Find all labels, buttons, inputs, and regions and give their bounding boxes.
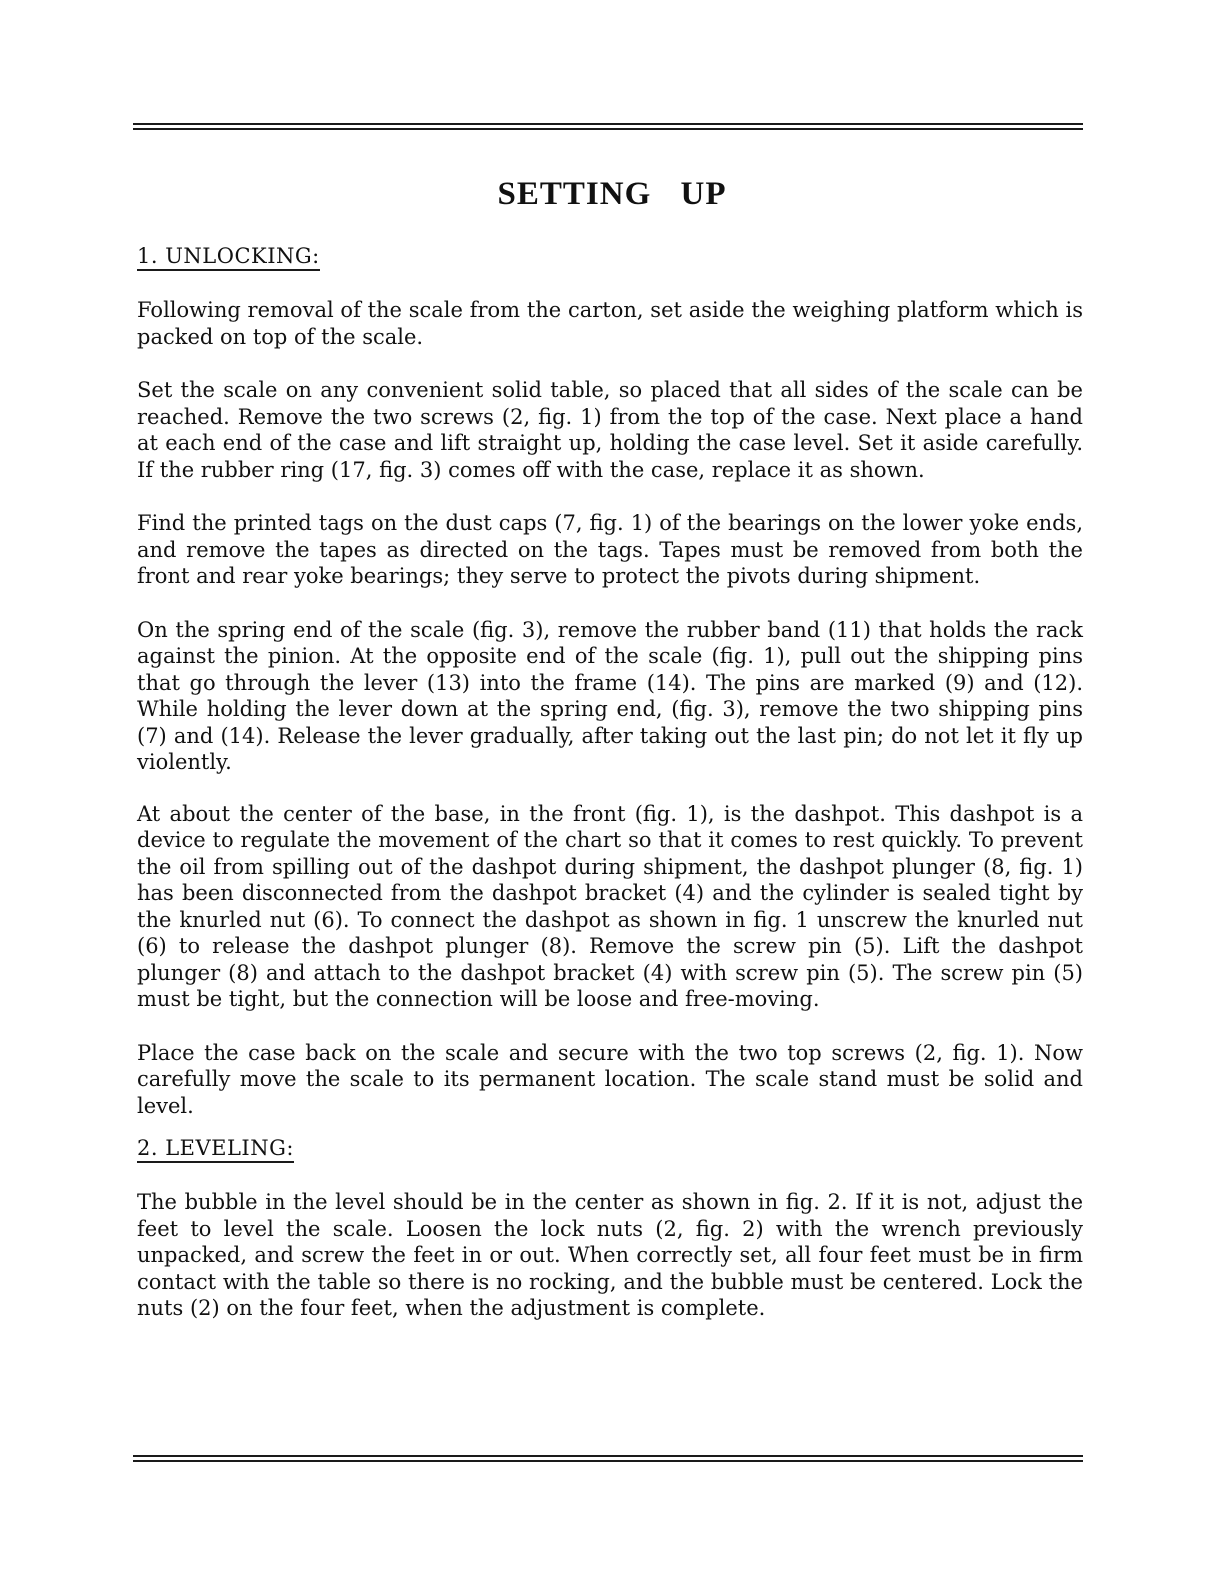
unlocking-paragraph-6: Place the case back on the scale and secure with the two top screws (2, fig. 1). Now carefully move the scale to its permanent location. The scale stand must be solid and level. [137,1040,1083,1118]
unlocking-paragraph-1: Following removal of the scale from the carton, set aside the weighing platform which is packed on top of the scale. [137,298,1083,349]
leveling-paragraph-1: The bubble in the level should be in the center as shown in fig. 2. If it is not, adjust the feet to level the scale. Loosen the lock nuts (2, fig. 2) with the wrench previously unpacked, and screw the feet in or out. When correctly set, all four feet must be in firm contact with the table so there is no rocking, and the bubble must be centered. Lock the nuts (2) on the four feet, when the adjustment is complete. [137,1190,1083,1320]
section-heading-unlocking: 1. UNLOCKING: [137,243,320,271]
top-double-rule [133,123,1083,130]
section-heading-leveling: 2. LEVELING: [137,1135,294,1163]
unlocking-paragraph-4: On the spring end of the scale (fig. 3), remove the rubber band (11) that holds the rack against the pinion. At the opposite end of the scale (fig. 1), pull out the shipping pins that go through the lever (13) into the frame (14). The pins are marked (9) and (12). While holding the lever down at the spring end, (fig. 3), remove the two shipping pins (7) and (14). Release the lever gradually, after taking out the last pin; do not let it fly up violently. [137,617,1083,774]
unlocking-paragraph-5: At about the center of the base, in the front (fig. 1), is the dashpot. This dashpot is a device to regulate the movement of the chart so that it comes to rest quickly. To prevent the oil from spilling out of the dashpot during shipment, the dashpot plunger (8, fig. 1) has been disconnected from the dashpot bracket (4) and the cylinder is sealed tight by the knurled nut (6). To connect the dashpot as shown in fig. 1 unscrew the knurled nut (6) to release the dashpot plunger (8). Remove the screw pin (5). Lift the dashpot plunger (8) and attach to the dashpot bracket (4) with screw pin (5). The screw pin (5) must be tight, but the connection will be loose and free-moving. [137,801,1083,1011]
top-rule-line-2 [133,128,1083,130]
bottom-double-rule [133,1455,1083,1462]
document-body [137,243,1083,1322]
bottom-rule-line-2 [133,1460,1083,1462]
top-rule-line-1 [133,123,1083,125]
bottom-rule-line-1 [133,1455,1083,1457]
page-title: SETTING UP [497,176,727,213]
unlocking-paragraph-3: Find the printed tags on the dust caps (7, fig. 1) of the bearings on the lower yoke ends, and remove the tapes as directed on the tags. Tapes must be removed from both the front and rear yoke bearings; they serve to protect the pivots during shipment. [137,511,1083,588]
unlocking-paragraph-2: Set the scale on any convenient solid table, so placed that all sides of the scale can be reached. Remove the two screws (2, fig. 1) from the top of the case. Next place a hand at each end of the case and lift straight up, holding the case level. Set it aside carefully. If the rubber ring (17, fig. 3) comes off with the case, replace it as shown. [137,378,1083,482]
